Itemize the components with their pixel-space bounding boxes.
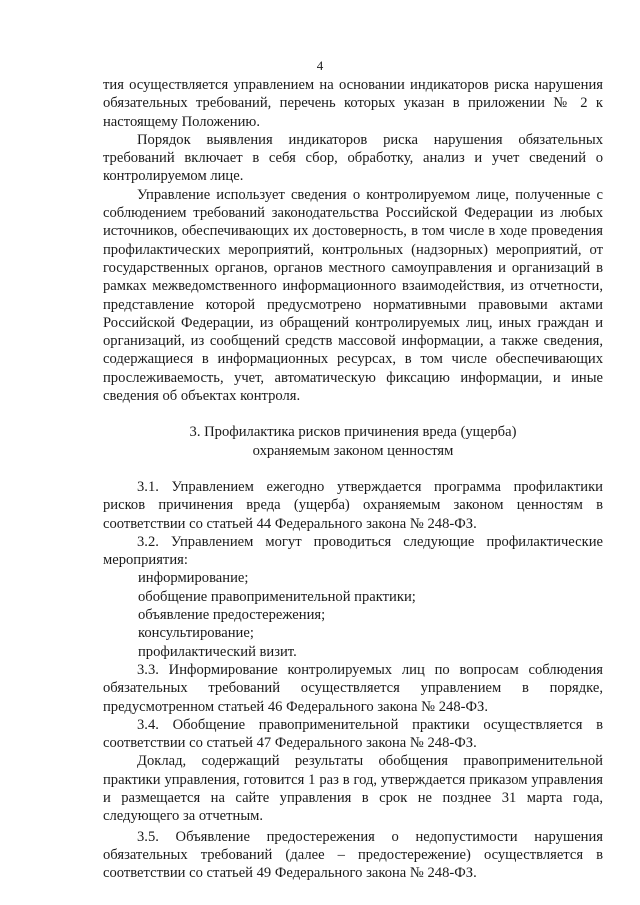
paragraph-continuation: тия осуществляется управлением на основании индикаторов риска нарушения обязательных требований, перечень которых указан в приложении № 2 к настоящему Положению. xyxy=(103,77,603,130)
list-item: объявление предостережения; xyxy=(138,607,326,624)
list-item: обобщение правоприменительной практики; xyxy=(138,588,416,605)
paragraph-3-4-report: Доклад, содержащий результаты обобщения правоприменительной практики управления, готовится 1 раз в год, утверждается приказом управления и размещается на сайте управления в срок не позднее 31 марта года, следующего за отчетным. xyxy=(103,753,603,825)
paragraph-information-sources: Управление использует сведения о контролируемом лице, полученные с соблюдением требований законодательства Российской Федерации из любых источников, обеспечивающих их достоверность, в том числе в ходе проведения профилактических мероприятий, контрольных (надзорных) мероприятий, от государственных органов, органов местного самоуправления и организаций в рамках межведомственного информационного взаимодействия, из отчетности, представление которой предусмотрено нормативными правовыми актами Российской Федерации, из обращений контролируемых лиц, иных граждан и организаций, из сообщений средств массовой информации, а также сведения, содержащиеся в информационных ресурсах, в том числе обеспечивающих прослеживаемость, учет, автоматическую фиксацию информации, и иные сведения об объектах контроля. xyxy=(103,186,603,405)
list-item: информирование; xyxy=(138,570,249,587)
page-number: 4 xyxy=(316,58,324,73)
list-item: профилактический визит. xyxy=(138,643,297,660)
section-heading-line-1: 3. Профилактика рисков причинения вреда (ущерба) xyxy=(189,424,517,441)
paragraph-3-5: 3.5. Объявление предостережения о недопустимости нарушения обязательных требований (далее – предостережение) осуществляется в соответствии со статьей 49 Федерального закона № 248-ФЗ. xyxy=(103,828,603,882)
section-heading xyxy=(103,423,603,460)
paragraph-3-1: 3.1. Управлением ежегодно утверждается программа профилактики рисков причинения вреда (ущерба) охраняемым законом ценностям в соответствии со статьей 44 Федерального закона № 248-ФЗ. xyxy=(103,478,603,532)
paragraph-3-4: 3.4. Обобщение правоприменительной практики осуществляется в соответствии со статьей 47 Федерального закона № 248-ФЗ. xyxy=(103,716,603,752)
section-heading-line-2: охраняемым законом ценностям xyxy=(252,442,454,459)
list-item: консультирование; xyxy=(138,625,254,642)
paragraph-3-2: 3.2. Управлением могут проводиться следующие профилактические мероприятия: xyxy=(103,533,603,569)
paragraph-3-3: 3.3. Информирование контролируемых лиц по вопросам соблюдения обязательных требований осуществляется управлением в порядке, предусмотренном статьей 46 Федерального закона № 248-ФЗ. xyxy=(103,661,603,715)
document-body xyxy=(103,76,603,882)
paragraph-risk-indicators: Порядок выявления индикаторов риска нарушения обязательных требований включает в себя сбор, обработку, анализ и учет сведений о контролируемом лице. xyxy=(103,131,603,185)
